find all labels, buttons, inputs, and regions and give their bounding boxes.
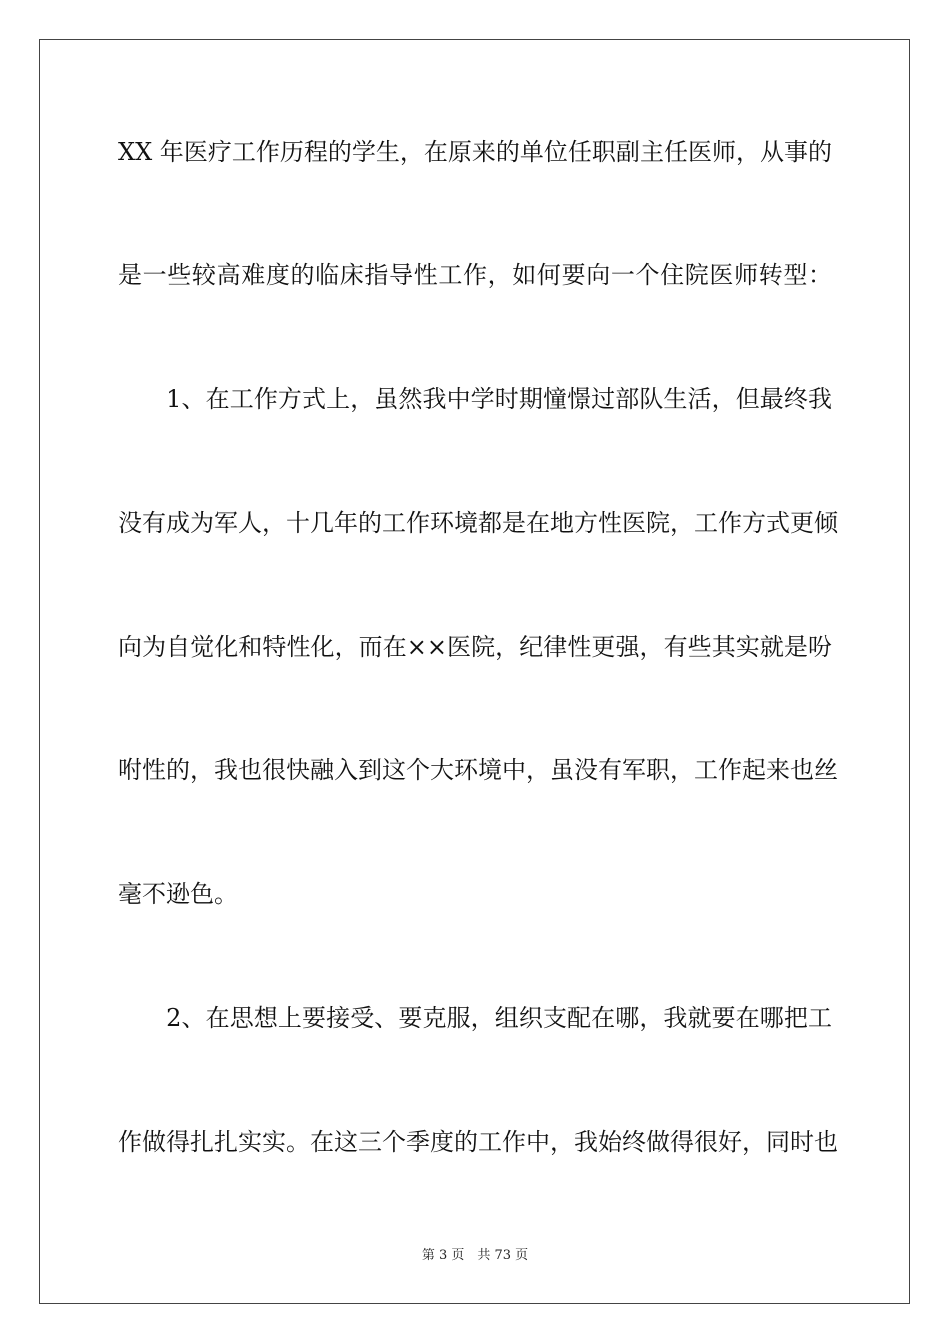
body-line-5: 向为自觉化和特性化，而在××医院，纪律性更强，有些其实就是吩 <box>118 633 832 661</box>
body-line-4: 没有成为军人，十几年的工作环境都是在地方性医院，工作方式更倾 <box>118 509 838 537</box>
page-number-footer: 第 3 页 共 73 页 <box>421 1248 529 1263</box>
body-line-8: 2、在思想上要接受、要克服，组织支配在哪，我就要在哪把工 <box>118 1004 832 1032</box>
page-frame <box>39 39 910 1304</box>
body-line-7: 毫不逊色。 <box>118 880 238 908</box>
body-line-2: 是一些较高难度的临床指导性工作，如何要向一个住院医师转型： <box>118 261 832 289</box>
body-line-9: 作做得扎扎实实。在这三个季度的工作中，我始终做得很好，同时也 <box>118 1128 838 1156</box>
body-line-6: 咐性的，我也很快融入到这个大环境中，虽没有军职，工作起来也丝 <box>118 756 838 784</box>
body-line-3: 1、在工作方式上，虽然我中学时期憧憬过部队生活，但最终我 <box>118 385 832 413</box>
body-line-1: XX 年医疗工作历程的学生，在原来的单位任职副主任医师，从事的 <box>118 138 832 166</box>
